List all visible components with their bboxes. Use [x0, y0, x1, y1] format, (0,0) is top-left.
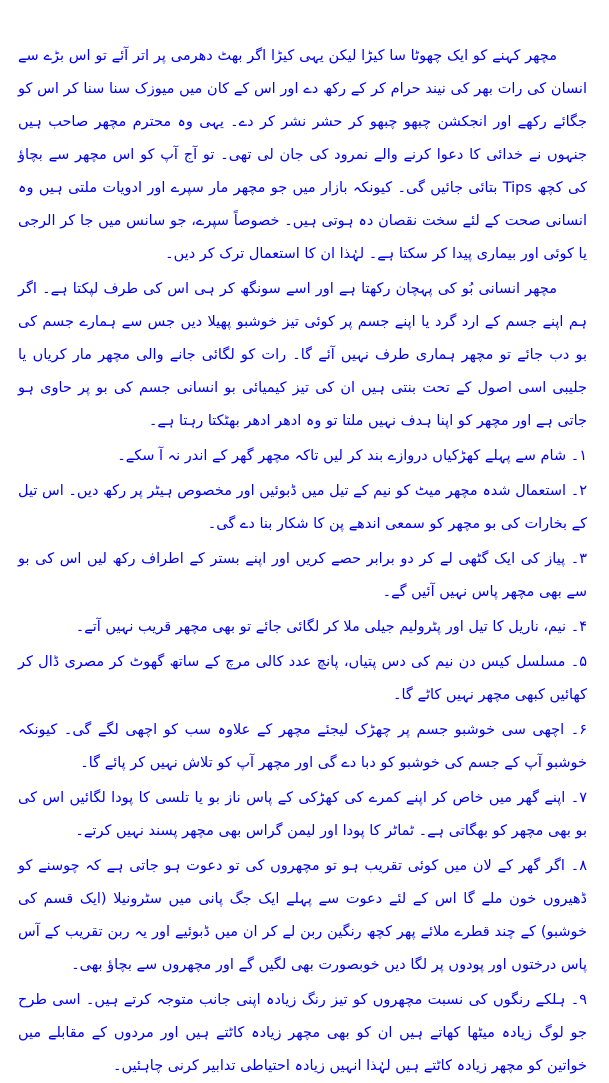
tip-2: ۲۔ استعمال شدہ مچھر میٹ کو نیم کے تیل میں ڈبوئیں اور مخصوص ہیٹر پر رکھ دیں۔ اس تیل کے بخارات کی بو مچھر کو سمعی اندھے پن کا شکار بنا دے گی۔: [18, 483, 587, 532]
tip-4: ۴۔ نیم، ناریل کا تیل اور پٹرولیم جیلی ملا کر لگائی جائے تو بھی مچھر قریب نہیں آتے۔: [75, 619, 587, 635]
tip-5: ۵۔ مسلسل کیس دن نیم کی دس پتیاں، پانچ عدد کالی مرچ کے ساتھ گھوٹ کر مصری ڈال کر کھائیں کبھی مچھر نہیں کاٹے گا۔: [18, 654, 587, 703]
explanation-paragraph: مچھر انسانی بُو کی پہچان رکھتا ہے اور اسے سونگھ کر ہی اس کی طرف لپکتا ہے۔ اگر ہم اپنے جسم کے ارد گرد یا اپنے جسم پر کوئی تیز خوشبو پھیلا دیں جس سے ہمارے جسم کی بو دب جائے تو مچھر ہماری طرف نہیں آئے گا۔ رات کو لگائی جانے والی مچھر مار کریاں یا جلیبی اسی اصول کے تحت بنتی ہیں ان کی تیز کیمیائی بو انسانی جسم کی بو پر حاوی ہو جاتی ہے اور مچھر کو اپنا ہدف نہیں ملتا تو وہ ادھر ادھر بھٹکتا رہتا ہے۔: [18, 281, 587, 429]
tip-9: ۹۔ ہلکے رنگوں کی نسبت مچھروں کو تیز رنگ زیادہ اپنی جانب متوجہ کرتے ہیں۔ اسی طرح جو لوگ زیادہ میٹھا کھاتے ہیں ان کو بھی مچھر زیادہ کاٹتے ہیں اور مردوں کے مقابلے میں خواتین کو مچھر زیادہ کاٹتے ہیں لہٰذا انہیں زیادہ احتیاطی تدابیر کرنی چاہئیں۔: [18, 992, 587, 1074]
intro-paragraph: مچھر کہنے کو ایک چھوٹا سا کیڑا لیکن یہی کیڑا اگر بھٹ دھرمی پر اتر آئے تو اس بڑے سے انسان کی رات بھر کی نیند حرام کر کے رکھ دے اور اس کے کان میں میوزک سنا سنا کر اس کو جگائے رکھے اور انجکشن چبھو چبھو کر حشر نشر کر دے۔ یہی وہ محترم مچھر صاحب ہیں جنہوں نے خدائی کا دعوا کرنے والے نمرود کی جان لی تھی۔ تو آج آپ کو اس مچھر سے بچاؤ کی کچھ Tips بتائی جائیں گی۔ کیونکہ بازار میں جو مچھر مار سپرے اور ادویات ملتی ہیں وہ انسانی صحت کے لئے سخت نقصان دہ ہوتی ہیں۔ خصوصاً سپرے، جو سانس میں جا کر الرجی یا کوئی اور بیماری پیدا کر سکتا ہے۔ لہٰذا ان کا استعمال ترک کر دیں۔: [18, 48, 587, 262]
tip-7: ۷۔ اپنے گھر میں خاص کر اپنے کمرے کی کھڑکی کے پاس ناز بو یا تلسی کا پودا لگائیں اس کی بو بھی مچھر کو بھگاتی ہے۔ ٹماٹر کا پودا اور لیمن گراس بھی مچھر پسند نہیں کرتے۔: [18, 790, 587, 839]
tip-8: ۸۔ اگر گھر کے لان میں کوئی تقریب ہو تو مچھروں کی تو دعوت ہو جاتی ہے کہ چوسنے کو ڈھیروں خون ملے گا اس کے لئے دعوت سے پہلے ایک جگ پانی میں سٹرونیلا (ایک قسم کی خوشبو) کے چند قطرے ملائے پھر کچھ رنگین ربن لے کر ان میں ڈبوئیے اور یہ ربن تقریب کے آس پاس درختوں اور پودوں پر لگا دیں خوبصورت بھی لگیں گے اور مچھروں سے بچاؤ بھی۔: [18, 858, 587, 973]
tip-6: ۶۔ اچھی سی خوشبو جسم پر چھڑک لیجئے مچھر کے علاوہ سب کو اچھی لگے گی۔ کیونکہ خوشبو آپ کے جسم کی خوشبو کو دبا دے گی اور مچھر آپ کو تلاش نہیں کر پائے گا۔: [18, 722, 587, 771]
tip-1: ۱۔ شام سے پہلے کھڑکیاں دروازے بند کر لیں تاکہ مچھر گھر کے اندر نہ آ سکے۔: [117, 448, 587, 464]
tip-3: ۳۔ پیاز کی ایک گٹھی لے کر دو برابر حصے کریں اور اپنے بستر کے اطراف رکھ لیں اس کی بو سے بھی مچھر پاس نہیں آئیں گے۔: [18, 551, 587, 600]
